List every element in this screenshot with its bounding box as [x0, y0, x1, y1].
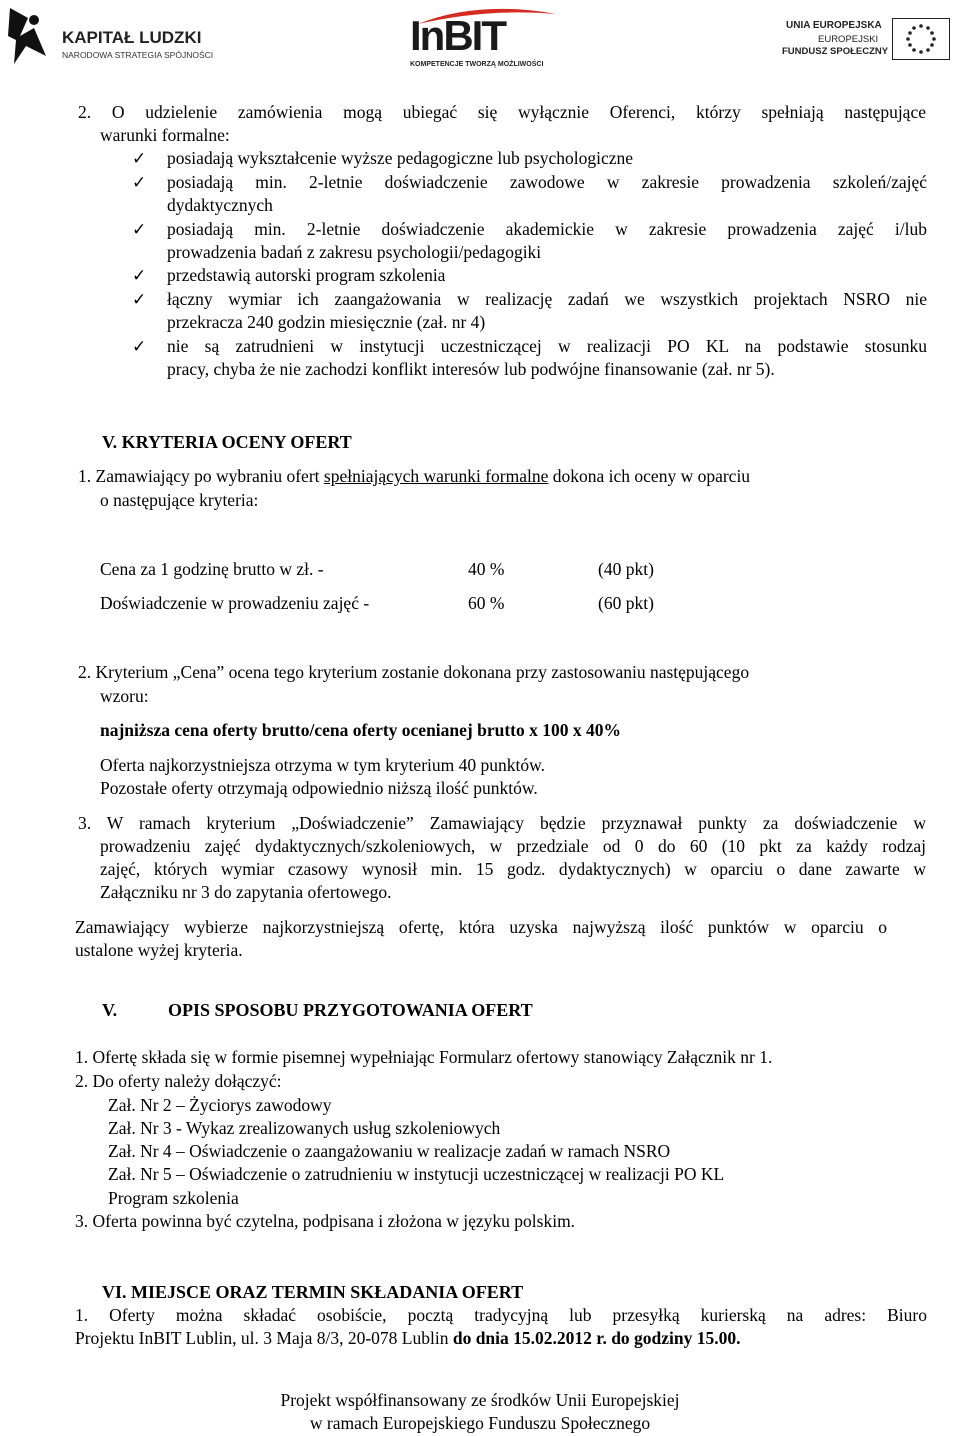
logo-left-title: KAPITAŁ LUDZKI [62, 28, 202, 47]
kryteria-p1-pre: 1. Zamawiający po wybraniu ofert [78, 466, 324, 486]
logo-left-subtitle: NARODOWA STRATEGIA SPÓJNOŚCI [62, 50, 214, 60]
kryteria-p1-line1 [78, 466, 750, 487]
check-icon: ✓ [132, 173, 147, 193]
requirement-item-line: dydaktycznych [167, 195, 273, 215]
check-icon: ✓ [132, 290, 147, 310]
kryteria-p1-line2: o następujące kryteria: [100, 490, 259, 510]
eu-flag-icon [892, 18, 950, 60]
check-icon: ✓ [132, 266, 147, 286]
logo-right-line3: FUNDUSZ SPOŁECZNY [782, 46, 889, 57]
miejsce-address: Projektu InBIT Lublin, ul. 3 Maja 8/3, 20-078 Lublin [75, 1328, 453, 1348]
kryteria-heading: V. KRYTERIA OCENY OFERT [102, 432, 352, 452]
kryteria-p2-line2: wzoru: [100, 686, 149, 706]
kryteria-p3-line3: zajęć, których wymiar czasowy wynosił min. 15 godz. dydaktycznych) w oparciu o dane zawarte w [100, 859, 926, 879]
kryteria-p4-line2: ustalone wyżej kryteria. [75, 940, 243, 960]
kryteria-p4-line1: Zamawiający wybierze najkorzystniejszą ofertę, która uzyska najwyższą ilość punktów w oparciu o [75, 917, 887, 937]
kryteria-p3-line4: Załączniku nr 3 do zapytania ofertowego. [100, 882, 392, 902]
criteria-row-percent: 60 % [468, 593, 505, 613]
kryteria-note2: Pozostałe oferty otrzymają odpowiednio niższą ilość punktów. [100, 778, 538, 798]
opis-line3: 3. Oferta powinna być czytelna, podpisana i złożona w języku polskim. [75, 1211, 576, 1231]
footer-line2: w ramach Europejskiego Funduszu Społecznego [309, 1413, 651, 1433]
inbit-logo [408, 6, 558, 68]
kryteria-p3-line1: 3. W ramach kryterium „Doświadczenie” Zamawiający będzie przyznawał punkty za doświadczenie w [78, 813, 926, 833]
requirement-item-line: posiadają min. 2-letnie doświadczenie akademickie w zakresie prowadzenia zajęć i/lub [167, 219, 927, 239]
miejsce-deadline: do dnia 15.02.2012 r. do godziny 15.00 [452, 1328, 737, 1348]
attachment-item: Zał. Nr 3 - Wykaz zrealizowanych usług szkoleniowych [108, 1118, 501, 1138]
requirement-item-line: łączny wymiar ich zaangażowania w realizację zadań we wszystkich projektach NSRO nie [167, 289, 927, 309]
sec2-line1: 2. O udzielenie zamówienia mogą ubiegać się wyłącznie Oferenci, którzy spełniają następujące [78, 102, 926, 122]
criteria-row-percent: 40 % [468, 559, 505, 579]
criteria-row-label: Cena za 1 godzinę brutto w zł. - [100, 559, 324, 579]
requirement-item-line: prowadzenia badań z zakresu psychologii/pedagogiki [167, 242, 542, 262]
logo-right-line2: EUROPEJSKI [818, 34, 879, 45]
opis-line2: 2. Do oferty należy dołączyć: [75, 1071, 282, 1091]
kryteria-p3-line2: prowadzeniu zajęć dydaktycznych/szkoleniowych, w przedziale od 0 do 60 (10 pkt za każdy rodzaj [100, 836, 926, 856]
logo-center-title: InBIT [410, 12, 505, 59]
criteria-row-label: Doświadczenie w prowadzeniu zajęć - [100, 593, 370, 613]
requirement-item-line: przedstawią autorski program szkolenia [167, 265, 446, 285]
attachment-item: Program szkolenia [108, 1188, 239, 1208]
requirement-item-line: przekracza 240 godzin miesięcznie (zał. nr 4) [167, 312, 486, 332]
criteria-row-points: (40 pkt) [598, 559, 654, 579]
kryteria-p1-underlined: spełniających warunki formalne [323, 466, 549, 486]
attachment-item: Zał. Nr 2 – Życiorys zawodowy [108, 1095, 332, 1115]
requirement-item-line: pracy, chyba że nie zachodzi konflikt interesów lub podwójne finansowanie (zał. nr 5). [167, 359, 775, 379]
opis-number: V. [102, 1000, 118, 1020]
eu-logo [780, 14, 955, 64]
miejsce-line1: 1. Oferty można składać osobiście, pocztą tradycyjną lub przesyłką kurierską na adres: Biuro [75, 1305, 927, 1325]
requirement-item-line: nie są zatrudnieni w instytucji uczestniczącej w realizacji PO KL na podstawie stosunku [167, 336, 927, 356]
check-icon: ✓ [132, 220, 147, 240]
criteria-row-points: (60 pkt) [598, 593, 654, 613]
price-formula: najniższa cena oferty brutto/cena oferty ocenianej brutto x 100 x 40% [100, 720, 622, 740]
kapital-ludzki-emblem-icon [6, 6, 50, 66]
requirement-item-line: posiadają wykształcenie wyższe pedagogiczne lub psychologiczne [167, 148, 633, 168]
opis-line1: 1. Ofertę składa się w formie pisemnej wypełniając Formularz ofertowy stanowiący Załącznik nr 1. [75, 1047, 773, 1067]
logo-center-subtitle: KOMPETENCJE TWORZĄ MOŻLIWOŚCI [410, 61, 544, 68]
check-icon: ✓ [132, 149, 147, 169]
footer-line1: Projekt współfinansowany ze środków Unii Europejskiej [280, 1390, 680, 1410]
sec2-line2: warunki formalne: [100, 125, 230, 145]
kryteria-note1: Oferta najkorzystniejsza otrzyma w tym kryterium 40 punktów. [100, 755, 545, 775]
logo-right-line1: UNIA EUROPEJSKA [786, 20, 882, 31]
check-icon: ✓ [132, 337, 147, 357]
kryteria-p2-line1: 2. Kryterium „Cena” ocena tego kryterium zostanie dokonana przy zastosowaniu następującego [78, 662, 750, 682]
miejsce-deadline-end: . [736, 1328, 741, 1348]
opis-heading: OPIS SPOSOBU PRZYGOTOWANIA OFERT [168, 1000, 533, 1020]
requirement-item-line: posiadają min. 2-letnie doświadczenie zawodowe w zakresie prowadzenia szkoleń/zajęć [167, 172, 927, 192]
attachment-item: Zał. Nr 4 – Oświadczenie o zaangażowaniu w realizacje zadań w ramach NSRO [108, 1141, 671, 1161]
kryteria-p1-post: dokona ich oceny w oparciu [548, 466, 751, 486]
miejsce-heading: VI. MIEJSCE ORAZ TERMIN SKŁADANIA OFERT [102, 1282, 524, 1302]
kapital-ludzki-logo [6, 6, 216, 66]
attachment-item: Zał. Nr 5 – Oświadczenie o zatrudnieniu w instytucji uczestniczącej w realizacji PO KL [108, 1164, 725, 1184]
miejsce-line2 [75, 1328, 741, 1349]
